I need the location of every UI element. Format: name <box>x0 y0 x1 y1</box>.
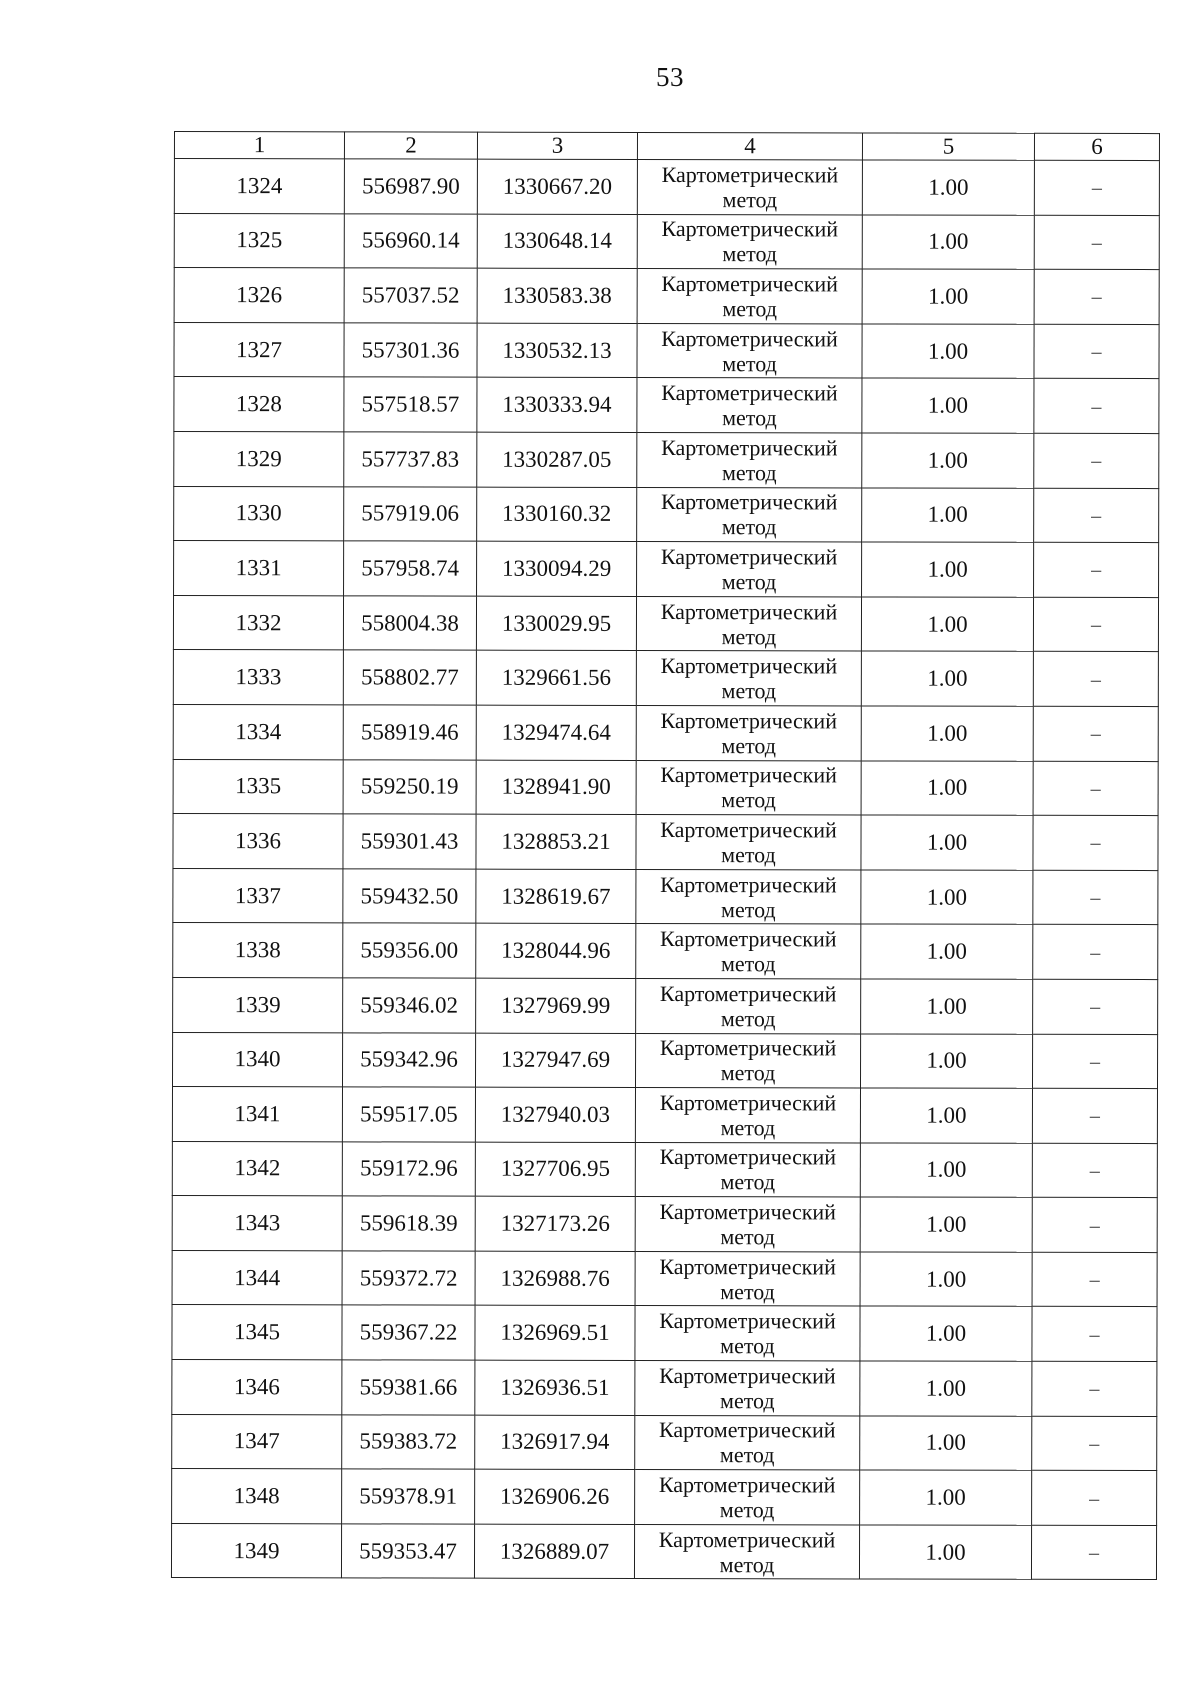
dash-mark: – <box>1091 450 1102 473</box>
method-cell <box>636 596 861 651</box>
method-cell <box>635 1306 860 1361</box>
table-row <box>172 1196 1157 1253</box>
coord-x-cell: 557737.83 <box>344 432 477 487</box>
point-number-cell: 1342 <box>172 1141 342 1196</box>
dash-mark: – <box>1091 504 1102 527</box>
method-cell <box>636 760 861 815</box>
method-line-1: Картометрический <box>659 1144 837 1170</box>
accuracy-cell: 1.00 <box>861 815 1033 870</box>
note-cell <box>1033 706 1158 761</box>
note-cell <box>1033 761 1158 816</box>
method-line-1: Картометрический <box>660 707 838 734</box>
method-line-2: метод <box>720 1115 776 1141</box>
coord-y-cell: 1328853.21 <box>476 814 636 869</box>
method-line-2: метод <box>720 1333 775 1359</box>
dash-mark: – <box>1089 1487 1100 1510</box>
note-cell <box>1032 1252 1157 1307</box>
note-cell <box>1032 1307 1157 1362</box>
point-number-cell: 1327 <box>174 322 344 377</box>
method-line-1: Картометрический <box>660 653 838 679</box>
note-cell <box>1032 1143 1157 1198</box>
point-number-cell: 1345 <box>172 1305 342 1360</box>
coord-y-cell: 1328619.67 <box>476 869 636 924</box>
dash-mark: – <box>1090 886 1101 909</box>
coord-y-cell: 1327706.95 <box>475 1142 635 1197</box>
coord-y-cell: 1330094.29 <box>477 541 637 596</box>
dash-mark: – <box>1089 1432 1100 1455</box>
note-cell <box>1033 652 1158 707</box>
method-line-1: Картометрический <box>660 598 838 624</box>
point-number-cell: 1337 <box>173 868 343 923</box>
method-line-1: Картометрический <box>658 1472 836 1498</box>
coord-y-cell: 1330583.38 <box>477 268 637 323</box>
method-line-2: метод <box>719 1497 775 1523</box>
method-line-1: Картометрический <box>661 271 838 297</box>
point-number-cell: 1339 <box>173 977 343 1032</box>
note-cell <box>1033 815 1158 870</box>
coord-x-cell: 559432.50 <box>343 869 476 924</box>
accuracy-cell: 1.00 <box>861 760 1033 815</box>
method-cell <box>636 978 861 1033</box>
accuracy-cell: 1.00 <box>862 160 1034 215</box>
method-line-2: метод <box>721 569 777 595</box>
coord-x-cell: 556960.14 <box>344 213 477 268</box>
point-number-cell: 1335 <box>173 759 343 814</box>
coord-x-cell: 559367.22 <box>342 1305 475 1360</box>
table-row <box>172 1087 1157 1144</box>
method-cell <box>636 705 861 760</box>
point-number-cell: 1344 <box>172 1250 342 1305</box>
note-cell <box>1034 269 1159 324</box>
method-line-2: метод <box>721 678 777 704</box>
coord-y-cell: 1330333.94 <box>477 378 637 433</box>
header-col-5: 5 <box>862 133 1034 160</box>
method-cell <box>637 323 862 378</box>
point-number-cell: 1332 <box>173 595 343 650</box>
point-number-cell: 1343 <box>172 1196 342 1251</box>
coord-x-cell: 559342.96 <box>342 1032 475 1087</box>
accuracy-cell: 1.00 <box>860 1361 1032 1416</box>
coord-x-cell: 559378.91 <box>342 1469 475 1524</box>
dash-mark: – <box>1091 341 1102 364</box>
table-row <box>174 159 1159 216</box>
note-cell <box>1033 597 1158 652</box>
method-line-2: метод <box>722 350 777 376</box>
coord-x-cell: 559172.96 <box>342 1142 475 1197</box>
dash-mark: – <box>1089 1214 1100 1237</box>
coord-y-cell: 1326936.51 <box>475 1360 635 1415</box>
note-cell <box>1034 379 1159 434</box>
table-row <box>173 650 1158 707</box>
table-row <box>172 1141 1157 1198</box>
method-cell <box>637 542 862 597</box>
coord-x-cell: 558004.38 <box>343 596 476 651</box>
point-number-cell: 1324 <box>174 159 344 214</box>
accuracy-cell: 1.00 <box>862 488 1034 543</box>
method-line-1: Картометрический <box>661 325 838 351</box>
method-line-2: метод <box>719 1442 775 1468</box>
method-line-2: метод <box>720 1388 775 1414</box>
method-line-2: метод <box>721 896 776 922</box>
note-cell <box>1034 433 1159 488</box>
table-row <box>173 814 1158 871</box>
coord-y-cell: 1327969.99 <box>476 978 636 1033</box>
table-row <box>172 1360 1157 1417</box>
coord-y-cell: 1326988.76 <box>475 1251 635 1306</box>
method-line-1: Картометрический <box>660 926 837 952</box>
point-number-cell: 1331 <box>174 541 344 596</box>
coord-x-cell: 559346.02 <box>343 978 476 1033</box>
coord-x-cell: 557518.57 <box>344 377 477 432</box>
accuracy-cell: 1.00 <box>861 924 1033 979</box>
method-line-2: метод <box>720 1169 776 1195</box>
coord-x-cell: 559356.00 <box>343 923 476 978</box>
dash-mark: – <box>1089 1378 1100 1401</box>
method-cell <box>635 1415 860 1470</box>
accuracy-cell: 1.00 <box>862 269 1034 324</box>
method-cell <box>636 869 861 924</box>
note-cell <box>1033 870 1158 925</box>
method-line-2: метод <box>721 623 777 649</box>
table-row <box>174 486 1159 543</box>
accuracy-cell: 1.00 <box>861 870 1033 925</box>
method-cell <box>635 1361 860 1416</box>
method-cell <box>636 651 861 706</box>
method-cell <box>635 1470 860 1525</box>
table-row <box>174 377 1159 434</box>
method-line-1: Картометрический <box>659 1417 836 1443</box>
note-cell <box>1034 542 1159 597</box>
coord-y-cell: 1326889.07 <box>474 1524 634 1579</box>
table-row <box>174 431 1159 488</box>
table-row <box>173 977 1158 1034</box>
accuracy-cell: 1.00 <box>859 1525 1031 1580</box>
method-cell <box>635 1197 860 1252</box>
dash-mark: – <box>1091 177 1102 200</box>
coord-y-cell: 1326906.26 <box>475 1469 635 1524</box>
method-line-2: метод <box>721 459 777 486</box>
point-number-cell: 1333 <box>173 650 343 705</box>
coord-x-cell: 557301.36 <box>344 323 477 378</box>
method-line-2: метод <box>722 296 777 322</box>
note-cell <box>1033 979 1158 1034</box>
accuracy-cell: 1.00 <box>860 1470 1032 1525</box>
point-number-cell: 1348 <box>172 1469 342 1524</box>
dash-mark: – <box>1089 1159 1100 1182</box>
method-line-1: Картометрический <box>659 1253 836 1280</box>
table-row <box>174 268 1159 325</box>
note-cell <box>1034 324 1159 379</box>
method-line-1: Картометрический <box>660 762 837 788</box>
table-row <box>172 1250 1157 1307</box>
method-cell <box>637 159 862 214</box>
method-line-2: метод <box>720 951 776 977</box>
accuracy-cell: 1.00 <box>860 1252 1032 1307</box>
method-line-1: Картометрический <box>659 1362 836 1389</box>
note-cell <box>1032 1198 1157 1253</box>
method-line-1: Картометрический <box>661 380 838 406</box>
coord-y-cell: 1330532.13 <box>477 323 637 378</box>
method-line-2: метод <box>722 241 778 267</box>
method-cell <box>635 1251 860 1306</box>
method-line-2: метод <box>719 1551 775 1577</box>
table-row <box>173 595 1158 652</box>
accuracy-cell: 1.00 <box>860 1143 1032 1198</box>
dash-mark: – <box>1090 723 1101 746</box>
point-number-cell: 1349 <box>171 1523 341 1578</box>
note-cell <box>1032 1361 1157 1416</box>
table-row <box>174 213 1159 270</box>
method-cell <box>635 1142 860 1197</box>
method-cell <box>637 487 862 542</box>
table-row <box>173 704 1158 761</box>
method-line-1: Картометрический <box>660 543 838 570</box>
coord-x-cell: 557037.52 <box>344 268 477 323</box>
page-number: 53 <box>656 62 684 92</box>
coord-x-cell: 559383.72 <box>342 1415 475 1470</box>
note-cell <box>1031 1525 1156 1580</box>
point-number-cell: 1336 <box>173 814 343 869</box>
dash-mark: – <box>1090 613 1101 636</box>
coord-x-cell: 559301.43 <box>343 814 476 869</box>
dash-mark: – <box>1091 559 1102 582</box>
note-cell <box>1034 215 1159 270</box>
point-number-cell: 1325 <box>174 213 344 268</box>
coord-x-cell: 559517.05 <box>342 1087 475 1142</box>
dash-mark: – <box>1091 286 1102 309</box>
point-number-cell: 1328 <box>174 377 344 432</box>
method-cell <box>636 924 861 979</box>
accuracy-cell: 1.00 <box>860 1306 1032 1361</box>
point-number-cell: 1330 <box>174 486 344 541</box>
dash-mark: – <box>1091 395 1102 418</box>
point-number-cell: 1340 <box>172 1032 342 1087</box>
header-col-6: 6 <box>1034 133 1159 160</box>
table-row <box>173 759 1158 816</box>
method-line-1: Картометрический <box>661 216 839 242</box>
method-line-2: метод <box>721 842 776 868</box>
method-cell <box>635 1088 860 1143</box>
header-col-2: 2 <box>344 132 477 159</box>
coord-y-cell: 1330287.05 <box>477 432 637 487</box>
dash-mark: – <box>1090 832 1101 855</box>
method-line-2: метод <box>721 732 777 758</box>
dash-mark: – <box>1090 1050 1101 1073</box>
method-line-1: Картометрический <box>660 489 838 515</box>
dash-mark: – <box>1090 668 1101 691</box>
point-number-cell: 1338 <box>173 923 343 978</box>
accuracy-cell: 1.00 <box>861 706 1033 761</box>
method-line-2: метод <box>722 186 778 213</box>
table-row <box>172 1469 1157 1526</box>
coord-y-cell: 1328941.90 <box>476 760 636 815</box>
dash-mark: – <box>1090 777 1101 800</box>
method-line-1: Картометрический <box>659 1308 836 1334</box>
table-row <box>174 541 1159 598</box>
table-row <box>171 1523 1156 1580</box>
accuracy-cell: 1.00 <box>860 1088 1032 1143</box>
table-row <box>173 868 1158 925</box>
dash-mark: – <box>1089 1105 1100 1128</box>
header-row <box>174 132 1159 161</box>
accuracy-cell: 1.00 <box>862 215 1034 270</box>
point-number-cell: 1334 <box>173 704 343 759</box>
method-line-1: Картометрический <box>659 1035 837 1061</box>
accuracy-cell: 1.00 <box>861 979 1033 1034</box>
accuracy-cell: 1.00 <box>861 651 1033 706</box>
method-cell <box>637 269 862 324</box>
coord-y-cell: 1330667.20 <box>477 159 637 214</box>
method-line-2: метод <box>720 1060 776 1086</box>
header-col-4: 4 <box>637 132 862 159</box>
method-cell <box>637 432 862 487</box>
method-line-1: Картометрический <box>658 1526 836 1553</box>
note-cell <box>1032 1416 1157 1471</box>
coord-y-cell: 1327947.69 <box>475 1033 635 1088</box>
coord-y-cell: 1328044.96 <box>476 923 636 978</box>
method-line-1: Картометрический <box>661 161 839 188</box>
accuracy-cell: 1.00 <box>860 1033 1032 1088</box>
coord-x-cell: 559381.66 <box>342 1360 475 1415</box>
table-row <box>173 923 1158 980</box>
accuracy-cell: 1.00 <box>862 378 1034 433</box>
coord-y-cell: 1329661.56 <box>476 650 636 705</box>
method-cell <box>637 378 862 433</box>
method-cell <box>637 214 862 269</box>
dash-mark: – <box>1089 1542 1100 1565</box>
coord-y-cell: 1330160.32 <box>477 487 637 542</box>
method-line-2: метод <box>722 405 777 431</box>
note-cell <box>1032 1471 1157 1526</box>
dash-mark: – <box>1089 1323 1100 1346</box>
method-line-1: Картометрический <box>659 980 837 1007</box>
accuracy-cell: 1.00 <box>860 1416 1032 1471</box>
dash-mark: – <box>1090 996 1101 1019</box>
coord-x-cell: 558919.46 <box>343 705 476 760</box>
dash-mark: – <box>1090 941 1101 964</box>
coord-x-cell: 559250.19 <box>343 759 476 814</box>
method-line-1: Картометрический <box>659 1199 836 1225</box>
table-body <box>171 159 1159 1580</box>
method-line-2: метод <box>721 787 776 813</box>
point-number-cell: 1346 <box>172 1360 342 1415</box>
point-number-cell: 1347 <box>172 1414 342 1469</box>
coord-x-cell: 559372.72 <box>342 1251 475 1306</box>
coord-x-cell: 559618.39 <box>342 1196 475 1251</box>
accuracy-cell: 1.00 <box>860 1197 1032 1252</box>
method-line-1: Картометрический <box>660 871 837 897</box>
table-row <box>172 1414 1157 1471</box>
coord-y-cell: 1326917.94 <box>475 1415 635 1470</box>
coord-y-cell: 1326969.51 <box>475 1306 635 1361</box>
accuracy-cell: 1.00 <box>861 597 1033 652</box>
method-line-2: метод <box>720 1224 775 1250</box>
accuracy-cell: 1.00 <box>862 324 1034 379</box>
header-col-3: 3 <box>477 132 637 159</box>
method-line-1: Картометрический <box>661 434 838 461</box>
method-cell <box>636 815 861 870</box>
coord-x-cell: 558802.77 <box>343 650 476 705</box>
coord-x-cell: 556987.90 <box>344 159 477 214</box>
method-line-1: Картометрический <box>660 816 837 843</box>
table-header <box>174 132 1159 161</box>
point-number-cell: 1326 <box>174 268 344 323</box>
accuracy-cell: 1.00 <box>862 433 1034 488</box>
point-number-cell: 1329 <box>174 431 344 486</box>
coord-y-cell: 1330029.95 <box>476 596 636 651</box>
method-cell <box>634 1524 859 1579</box>
dash-mark: – <box>1091 231 1102 254</box>
table-row <box>172 1032 1157 1089</box>
coord-x-cell: 557919.06 <box>344 486 477 541</box>
method-line-2: метод <box>720 1278 775 1304</box>
coord-x-cell: 557958.74 <box>344 541 477 596</box>
coord-y-cell: 1327940.03 <box>475 1087 635 1142</box>
note-cell <box>1032 1088 1157 1143</box>
coordinates-table <box>171 131 1160 1580</box>
coord-y-cell: 1330648.14 <box>477 214 637 269</box>
accuracy-cell: 1.00 <box>862 542 1034 597</box>
note-cell <box>1034 488 1159 543</box>
coord-y-cell: 1327173.26 <box>475 1196 635 1251</box>
method-cell <box>635 1033 860 1088</box>
method-line-2: метод <box>721 514 777 540</box>
note-cell <box>1034 160 1159 215</box>
note-cell <box>1033 925 1158 980</box>
table-row <box>174 322 1159 379</box>
method-line-1: Картометрический <box>659 1089 837 1116</box>
point-number-cell: 1341 <box>172 1087 342 1142</box>
note-cell <box>1032 1034 1157 1089</box>
method-line-2: метод <box>720 1005 776 1031</box>
header-col-1: 1 <box>174 132 344 159</box>
dash-mark: – <box>1089 1269 1100 1292</box>
coord-x-cell: 559353.47 <box>341 1524 474 1579</box>
table-row <box>172 1305 1157 1362</box>
coord-y-cell: 1329474.64 <box>476 705 636 760</box>
